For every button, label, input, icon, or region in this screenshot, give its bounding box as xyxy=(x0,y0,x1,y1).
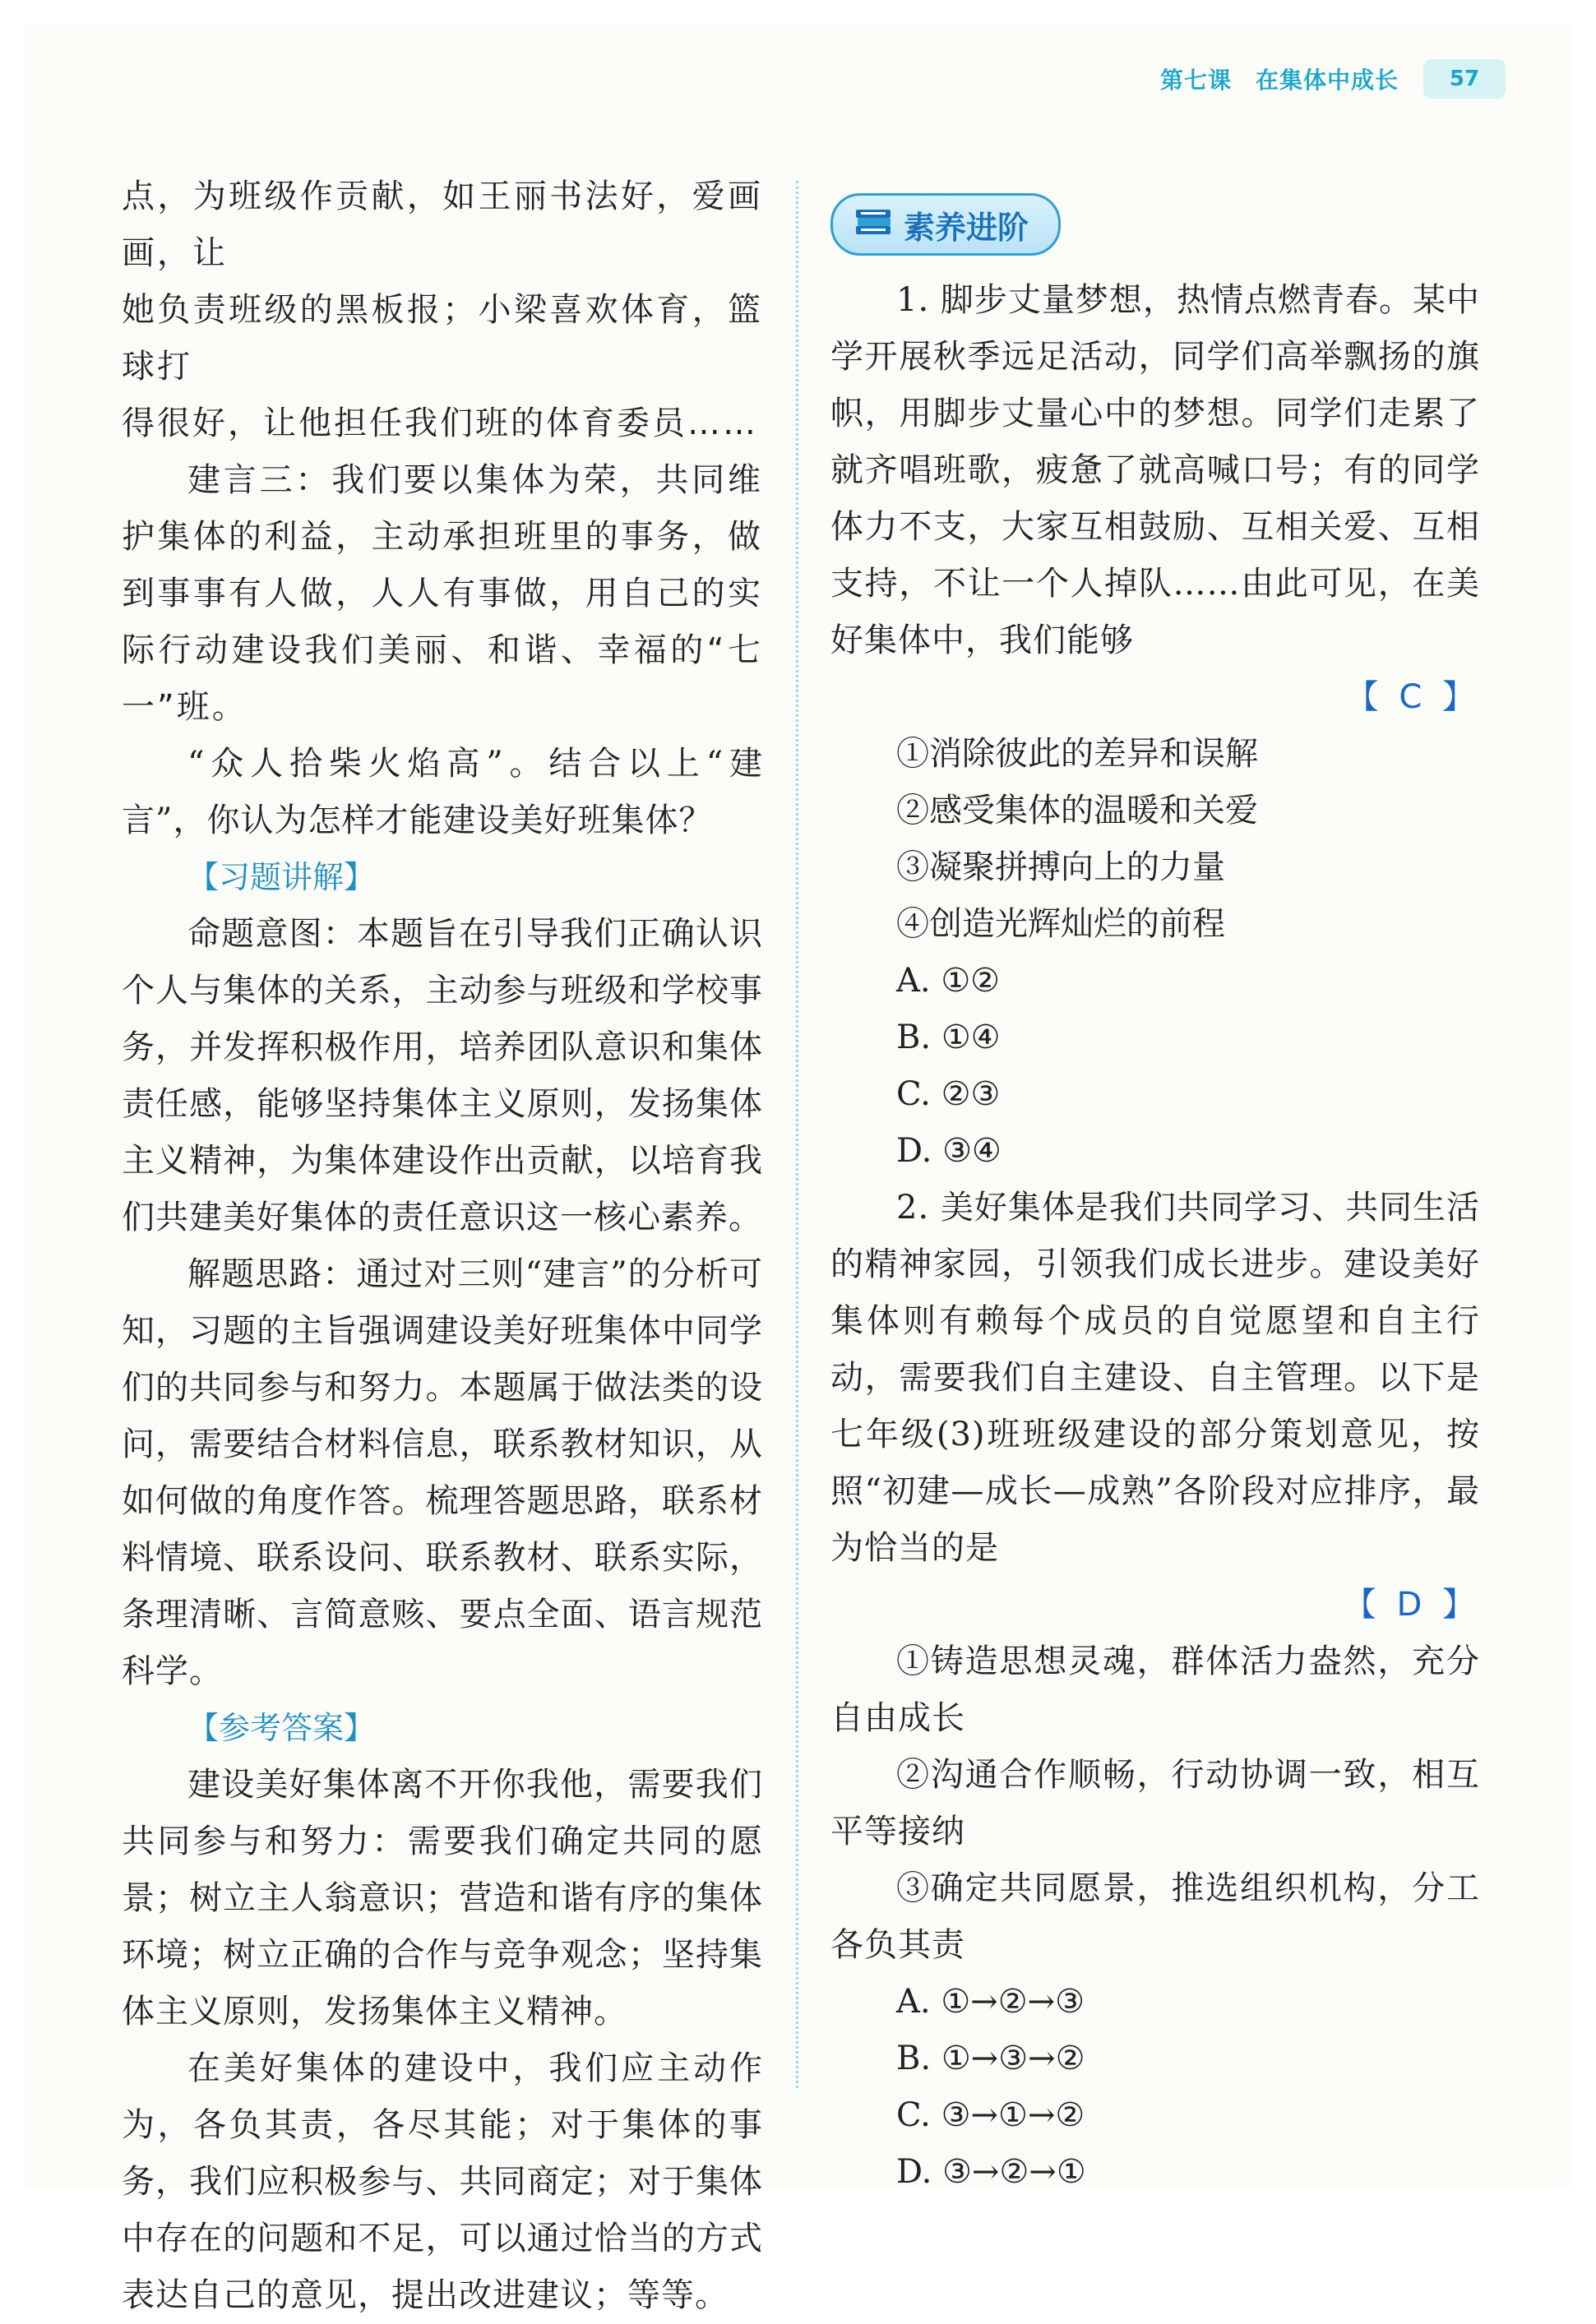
intro-line: 得很好，让他担任我们班的体育委员…… xyxy=(122,404,758,442)
q2-option: A. ①→②→③ xyxy=(896,1983,1085,2021)
column-divider xyxy=(796,181,798,2088)
page-header xyxy=(1160,58,1506,100)
answer-tag: 【参考答案】 xyxy=(187,1710,376,1746)
intro-line: 她负责班级的黑板报；小梁喜欢体育，篮球打 xyxy=(122,291,763,386)
lesson-title: 第七课 在集体中成长 xyxy=(1159,67,1399,94)
q1-option: A. ①② xyxy=(896,962,1001,1000)
explain-tag: 【习题讲解】 xyxy=(187,859,376,895)
left-column xyxy=(122,169,763,2324)
q2-option: B. ①→③→② xyxy=(896,2040,1085,2077)
book-icon xyxy=(854,208,892,241)
q2-option: C. ③→①→② xyxy=(896,2096,1085,2134)
question-two-answer: 【 D 】 xyxy=(1343,1586,1480,1624)
right-column xyxy=(830,169,1480,2201)
q1-item: ②感受集体的温暖和关爱 xyxy=(896,792,1258,829)
q1-item: ③凝聚拼搏向上的力量 xyxy=(896,848,1225,886)
intent-paragraph: 命题意图：本题旨在引导我们正确认识个人与集体的关系，主动参与班级和学校事务，并发挥积极作用，培养团队意识和集体责任感，能够坚持集体主义原则，发扬集体主义精神，为集体建设作出贡献，以培育我们共建美好集体的责任意识这一核心素养。 xyxy=(122,915,763,1236)
question-one: 1. 脚步丈量梦想，热情点燃青春。某中学开展秋季远足活动，同学们高举飘扬的旗帜，用脚步丈量心中的梦想。同学们走累了就齐唱班歌，疲惫了就高喊口号；有的同学体力不支，大家互相鼓励、互相关爱、互相支持，不让一个人掉队……由此可见，在美好集体中，我们能够 xyxy=(830,281,1480,659)
question-one-answer: 【 C 】 xyxy=(1345,678,1480,716)
answer-paragraph: 建设美好集体离不开你我他，需要我们共同参与和努力：需要我们确定共同的愿景；树立主人翁意识；营造和谐有序的集体环境；树立正确的合作与竞争观念；坚持集体主义原则，发扬集体主义精神。 xyxy=(122,1766,763,2031)
q1-item: ④创造光辉灿烂的前程 xyxy=(896,905,1225,943)
q2-item: ③确定共同愿景，推选组织机构，分工各负其责 xyxy=(830,1869,1480,1964)
question-text: “众人拾柴火焰高”。结合以上“建言”，你认为怎样才能建设美好班集体？ xyxy=(122,745,763,839)
page-number: 57 xyxy=(1423,59,1506,99)
q1-option: D. ③④ xyxy=(896,1132,1002,1170)
section-banner xyxy=(830,193,1061,256)
q1-item: ①消除彼此的差异和误解 xyxy=(896,735,1258,773)
banner-title: 素养进阶 xyxy=(904,209,1029,246)
q2-item: ②沟通合作顺畅，行动协调一致，相互平等接纳 xyxy=(830,1756,1480,1850)
intro-line: 点，为班级作贡献，如王丽书法好，爱画画，让 xyxy=(122,178,763,272)
question-two: 2. 美好集体是我们共同学习、共同生活的精神家园，引领我们成长进步。建设美好集体则有赖每个成员的自觉愿望和自主行动，需要我们自主建设、自主管理。以下是七年级(3)班班级建设的部分策划意见，按照“初建—成长—成熟”各阶段对应排序，最为恰当的是 xyxy=(830,1189,1480,1567)
q1-option: B. ①④ xyxy=(896,1019,1001,1056)
advice-three: 建言三：我们要以集体为荣，共同维护集体的利益，主动承担班里的事务，做到事事有人做，人人有事做，用自己的实际行动建设我们美丽、和谐、幸福的“七一”班。 xyxy=(122,461,763,726)
q1-option: C. ②③ xyxy=(896,1075,1001,1113)
approach-paragraph: 解题思路：通过对三则“建言”的分析可知，习题的主旨强调建设美好班集体中同学们的共同参与和努力。本题属于做法类的设问，需要结合材料信息，联系教材知识，从如何做的角度作答。梳理答题思路，联系材料情境、联系设问、联系教材、联系实际，条理清晰、言简意赅、要点全面、语言规范科学。 xyxy=(122,1255,763,1690)
q2-item: ①铸造思想灵魂，群体活力盎然，充分自由成长 xyxy=(830,1643,1480,1737)
answer-paragraph: 在美好集体的建设中，我们应主动作为，各负其责，各尽其能；对于集体的事务，我们应积极参与、共同商定；对于集体中存在的问题和不足，可以通过恰当的方式表达自己的意见，提出改进建议；等等。 xyxy=(122,2049,763,2314)
q2-option: D. ③→②→① xyxy=(896,2153,1086,2191)
